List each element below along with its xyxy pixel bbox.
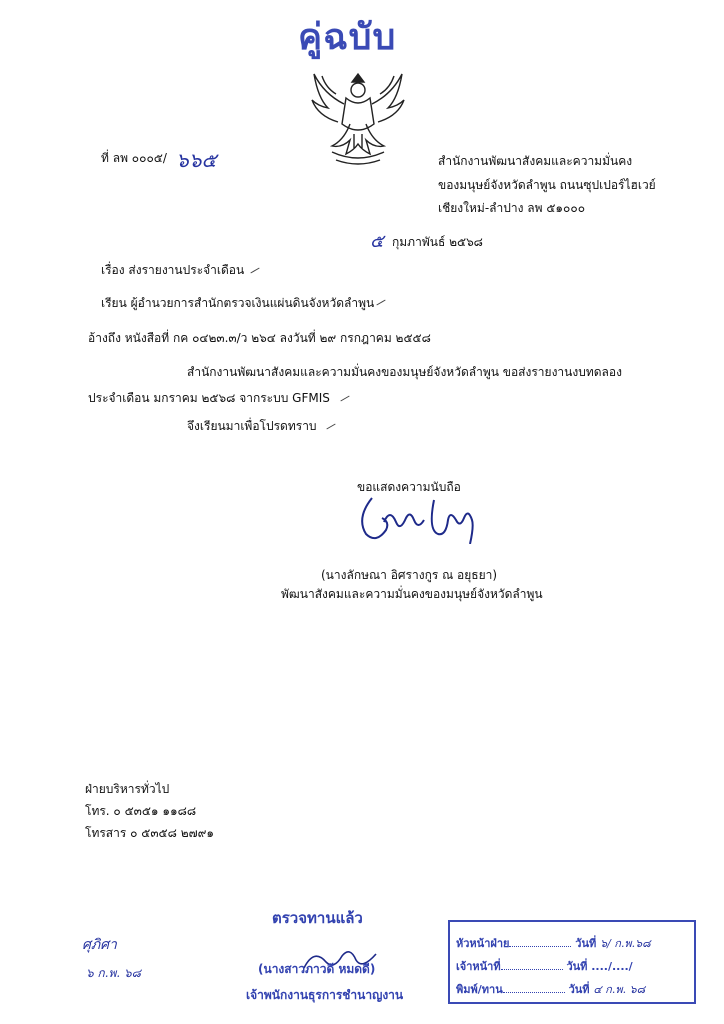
reviewer-position: เจ้าพนักงานธุรการชำนาญงาน [246,988,404,1002]
document-date: กุมภาพันธ์ ๒๕๖๘ [392,235,483,249]
reference-handwritten: ๖๖๕ [176,148,217,172]
closing-line: จึงเรียนมาเพื่อโปรดทราบ [187,419,317,433]
reference-number: ที่ ลพ ๐๐๐๕/ [101,151,167,165]
body-paragraph-line-2: ประจำเดือน มกราคม ๒๕๖๘ จากระบบ GFMIS [88,391,330,405]
reviewer-name: (นางสาวภาวดี หมดดี) [258,962,376,976]
reviewed-stamp-title: ตรวจทานแล้ว [272,909,363,927]
check-tick [340,396,349,402]
subject-line: เรื่อง ส่งรายงานประจำเดือน [101,263,245,277]
check-tick [326,424,335,430]
handnote-line-1: ศุภิศา [82,937,117,953]
handnote-line-2: ๖ ก.พ. ๖๘ [86,966,141,980]
footer-fax: โทรสาร ๐ ๕๓๕๘ ๒๗๙๑ [85,826,215,840]
approval-row-head [456,934,651,952]
approval-officer-label: เจ้าหน้าที่ [456,960,501,973]
approval-head-date-label: วันที่ [575,937,597,950]
reference-line: อ้างถึง หนังสือที่ กค ๐๔๒๓.๓/ว ๒๖๔ ลงวันที่ ๒๙ กรกฎาคม ๒๕๕๘ [88,331,431,345]
approval-row-officer [456,957,633,975]
approval-typist-date: ๔ ก.พ. ๖๘ [593,983,646,996]
approval-officer-date-label: วันที่ [566,960,588,973]
approval-officer-date: ..../..../ [591,960,633,973]
approval-head-label: หัวหน้าฝ่าย [456,937,510,950]
signature-icon [354,492,492,544]
office-address-line-1: สำนักงานพัฒนาสังคมและความมั่นคง [438,154,633,168]
garuda-emblem-icon [306,64,410,174]
check-tick [376,300,385,306]
footer-department: ฝ่ายบริหารทั่วไป [85,782,170,796]
signer-title: พัฒนาสังคมและความมั่นคงของมนุษย์จังหวัดลำพูน [281,587,543,601]
date-day-handwritten: ๕ [370,231,384,252]
office-address-line-3: เชียงใหม่-ลำปาง ลพ ๕๑๐๐๐ [438,201,586,215]
check-tick [250,268,259,274]
office-address-line-2: ของมนุษย์จังหวัดลำพูน ถนนซุปเปอร์ไฮเวย์ [438,178,656,192]
signer-name: (นางลักษณา อิศรางกูร ณ อยุธยา) [321,568,498,582]
approval-typist-date-label: วันที่ [568,983,590,996]
regards-text: ขอแสดงความนับถือ [357,480,461,494]
body-paragraph-line-1: สำนักงานพัฒนาสังคมและความมั่นคงของมนุษย์จังหวัดลำพูน ขอส่งรายงานงบทดลอง [187,365,622,379]
copy-stamp: คู่ฉบับ [298,17,397,58]
approval-row-typist [456,980,645,998]
footer-phone: โทร. ๐ ๕๓๕๑ ๑๑๘๘ [85,804,197,818]
approval-typist-label: พิมพ์/ทาน [456,983,503,996]
recipient-line: เรียน ผู้อำนวยการสำนักตรวจเงินแผ่นดินจังหวัดลำพูน [101,296,375,310]
approval-head-date: ๖/ ก.พ.๖๘ [600,937,651,950]
